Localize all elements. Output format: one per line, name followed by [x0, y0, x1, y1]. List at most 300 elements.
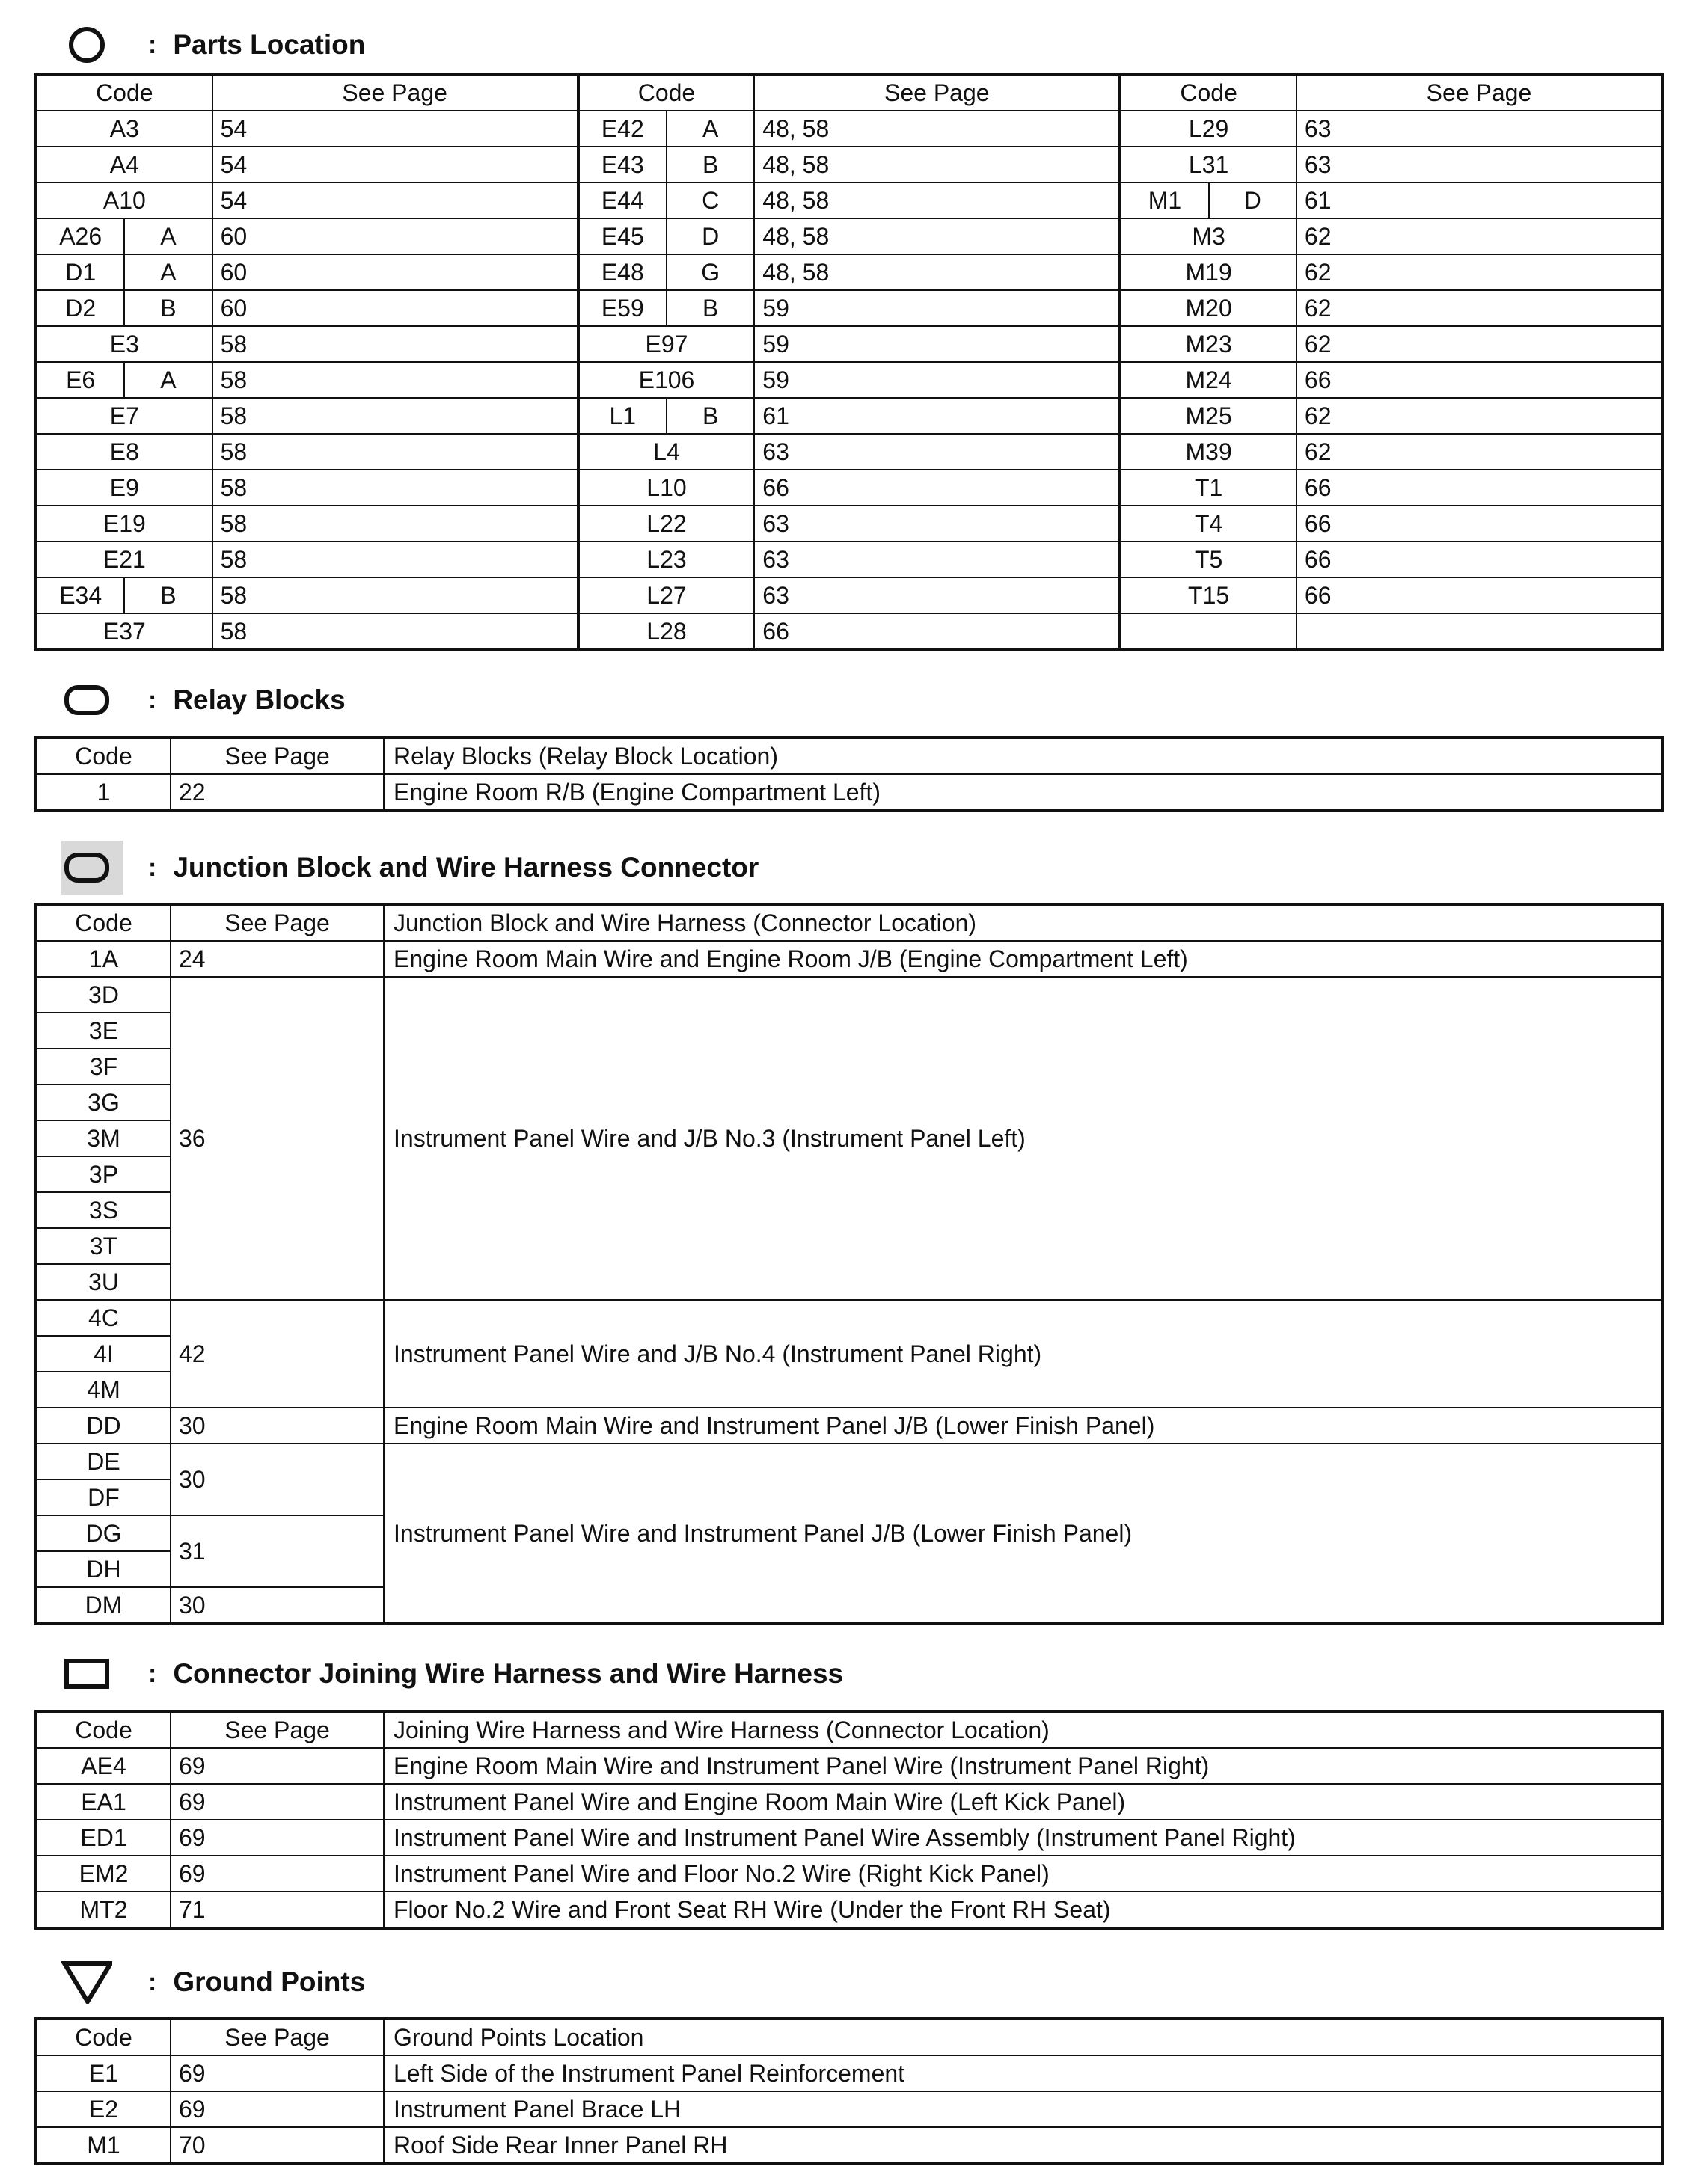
- colon: :: [148, 685, 157, 714]
- page-cell: 63: [1297, 111, 1662, 147]
- junction-block-table: [34, 903, 1664, 1625]
- page-cell: 36: [171, 977, 384, 1300]
- code-wrapper: [37, 542, 212, 577]
- code-cell: [36, 398, 212, 434]
- parts-location-body: [36, 111, 1662, 650]
- code-text: E8: [109, 438, 139, 465]
- table-row: [36, 1820, 1662, 1856]
- code-wrapper: [37, 255, 212, 289]
- code-wrapper: [580, 327, 754, 361]
- code-text: L27: [646, 582, 687, 609]
- description-cell: Engine Room Main Wire and Engine Room J/B (Engine Compartment Left): [384, 941, 1662, 977]
- code-sub-letter: A: [666, 111, 753, 146]
- code-cell: [1120, 577, 1297, 613]
- header-cell: See Page: [754, 74, 1120, 111]
- table-row: [36, 182, 1662, 218]
- code-cell: [36, 182, 212, 218]
- code-wrapper: [1121, 255, 1296, 289]
- code-wrapper: [37, 327, 212, 361]
- code-sub-letter: G: [666, 255, 753, 289]
- code-text: T15: [1188, 582, 1230, 609]
- code-cell: 3D: [36, 977, 171, 1013]
- code-cell: [36, 506, 212, 542]
- code-sub-letter: C: [666, 183, 753, 218]
- code-wrapper: [37, 470, 212, 505]
- page-cell: 61: [1297, 182, 1662, 218]
- code-text: M39: [1185, 438, 1232, 465]
- code-text: M3: [1192, 223, 1225, 250]
- code-text: E42: [601, 115, 644, 142]
- page-cell: 30: [171, 1587, 384, 1624]
- code-wrapper: [37, 363, 212, 397]
- page-cell: 69: [171, 2091, 384, 2127]
- code-wrapper: [580, 614, 754, 648]
- connector-joining-table: [34, 1710, 1664, 1930]
- page-cell: 54: [212, 182, 578, 218]
- code-cell: [1120, 398, 1297, 434]
- circle-icon: [61, 22, 112, 67]
- section-title: Parts Location: [173, 29, 366, 60]
- code-cell: 1A: [36, 941, 171, 977]
- page-cell: 62: [1297, 326, 1662, 362]
- rounded-rect-icon: [61, 678, 112, 723]
- relay-blocks-table: [34, 736, 1664, 812]
- page-cell: 69: [171, 1748, 384, 1784]
- page-cell: 59: [754, 326, 1120, 362]
- code-cell: [578, 506, 755, 542]
- page-cell: 58: [212, 398, 578, 434]
- header-cell: Ground Points Location: [384, 2019, 1662, 2055]
- page-cell: 60: [212, 254, 578, 290]
- page-cell: 48, 58: [754, 182, 1120, 218]
- code-wrapper: [580, 147, 754, 182]
- code-text: L28: [646, 618, 687, 645]
- code-sub-letter: A: [123, 363, 211, 397]
- code-cell: DF: [36, 1479, 171, 1515]
- header-row: [36, 904, 1662, 941]
- code-cell: [1120, 182, 1297, 218]
- header-cell: Code: [36, 74, 212, 111]
- code-wrapper: [1121, 111, 1296, 146]
- code-text: M24: [1185, 366, 1232, 393]
- page-cell: 62: [1297, 398, 1662, 434]
- code-cell: [578, 577, 755, 613]
- table-row: [36, 1784, 1662, 1820]
- code-sub-letter: D: [666, 219, 753, 254]
- page-cell: 69: [171, 1856, 384, 1892]
- code-text: E19: [102, 510, 146, 537]
- code-text: [1121, 614, 1296, 648]
- table-row: [36, 977, 1662, 1013]
- code-text: E106: [638, 366, 695, 393]
- code-wrapper: [37, 219, 212, 254]
- code-cell: 4I: [36, 1336, 171, 1372]
- colon: :: [148, 1967, 157, 1996]
- page-cell: 58: [212, 326, 578, 362]
- code-sub-letter: A: [123, 255, 211, 289]
- table-row: [36, 362, 1662, 398]
- code-wrapper: [1121, 542, 1296, 577]
- code-cell: ED1: [36, 1820, 171, 1856]
- code-text: M20: [1185, 295, 1232, 322]
- page-cell: 70: [171, 2127, 384, 2164]
- description-cell: Engine Room Main Wire and Instrument Panel J/B (Lower Finish Panel): [384, 1408, 1662, 1444]
- code-cell: [578, 218, 755, 254]
- table-row: [36, 326, 1662, 362]
- page-cell: 42: [171, 1300, 384, 1408]
- code-cell: [36, 147, 212, 182]
- code-cell: 3G: [36, 1085, 171, 1120]
- page-cell: 22: [171, 774, 384, 811]
- code-cell: DG: [36, 1515, 171, 1551]
- code-text: L10: [646, 474, 687, 501]
- code-cell: [1120, 290, 1297, 326]
- shaded-rounded-rect-icon: [61, 845, 112, 890]
- description-cell: Instrument Panel Wire and J/B No.4 (Instrument Panel Right): [384, 1300, 1662, 1408]
- code-cell: [1120, 434, 1297, 470]
- description-cell: Engine Room R/B (Engine Compartment Left): [384, 774, 1662, 811]
- code-text: M1: [1148, 187, 1182, 214]
- code-text: E97: [645, 331, 688, 358]
- code-text: M19: [1185, 259, 1232, 286]
- table-row: [36, 218, 1662, 254]
- header-cell: Code: [36, 737, 171, 774]
- code-wrapper: [1121, 435, 1296, 469]
- code-cell: 4C: [36, 1300, 171, 1336]
- code-cell: 3F: [36, 1049, 171, 1085]
- page-cell: 71: [171, 1892, 384, 1928]
- page-cell: 66: [754, 613, 1120, 650]
- page-cell: 59: [754, 362, 1120, 398]
- code-cell: [578, 434, 755, 470]
- table-row: [36, 1748, 1662, 1784]
- code-cell: [36, 434, 212, 470]
- code-wrapper: [580, 255, 754, 289]
- code-wrapper: [580, 435, 754, 469]
- code-text: M23: [1185, 331, 1232, 358]
- page-cell: 63: [754, 506, 1120, 542]
- code-cell: [578, 470, 755, 506]
- page-cell: 63: [754, 577, 1120, 613]
- code-cell: [578, 290, 755, 326]
- code-text: E59: [601, 295, 644, 322]
- header-cell: Code: [36, 2019, 171, 2055]
- code-cell: [1120, 326, 1297, 362]
- page-cell: 66: [1297, 362, 1662, 398]
- table-row: [36, 506, 1662, 542]
- table-row: [36, 1856, 1662, 1892]
- code-wrapper: [37, 147, 212, 182]
- table-row: [36, 398, 1662, 434]
- table-row: [36, 434, 1662, 470]
- code-cell: 3U: [36, 1264, 171, 1300]
- code-text: L22: [646, 510, 687, 537]
- code-text: A10: [102, 187, 146, 214]
- colon: :: [148, 30, 157, 59]
- page-cell: 48, 58: [754, 218, 1120, 254]
- code-cell: M1: [36, 2127, 171, 2164]
- header-cell: See Page: [171, 1711, 384, 1748]
- code-wrapper: [580, 399, 754, 433]
- header-cell: See Page: [212, 74, 578, 111]
- ground-points-heading: [61, 1960, 365, 2004]
- code-text: E48: [601, 259, 644, 286]
- code-cell: DE: [36, 1444, 171, 1479]
- code-cell: [36, 218, 212, 254]
- code-text: T4: [1194, 510, 1223, 537]
- page-cell: 60: [212, 218, 578, 254]
- code-wrapper: [1121, 291, 1296, 325]
- parts-location-heading: [61, 22, 365, 67]
- page-cell: 58: [212, 362, 578, 398]
- page-cell: 62: [1297, 254, 1662, 290]
- code-text: E7: [109, 402, 139, 429]
- relay-blocks-heading: [61, 678, 346, 723]
- section-title: Relay Blocks: [173, 684, 346, 715]
- description-cell: Instrument Panel Wire and J/B No.3 (Instrument Panel Left): [384, 977, 1662, 1300]
- page-cell: 58: [212, 542, 578, 577]
- code-sub-letter: B: [666, 147, 753, 182]
- page-cell: 58: [212, 506, 578, 542]
- code-cell: 3T: [36, 1228, 171, 1264]
- code-cell: E2: [36, 2091, 171, 2127]
- page-cell: 63: [1297, 147, 1662, 182]
- code-cell: DM: [36, 1587, 171, 1624]
- code-wrapper: [37, 291, 212, 325]
- table-row: [36, 254, 1662, 290]
- page-cell: 66: [1297, 577, 1662, 613]
- code-cell: 3P: [36, 1156, 171, 1192]
- header-row: [36, 1711, 1662, 1748]
- code-cell: DD: [36, 1408, 171, 1444]
- page-cell: 60: [212, 290, 578, 326]
- code-text: T5: [1194, 546, 1223, 573]
- page-cell: 54: [212, 147, 578, 182]
- connector-joining-heading: [61, 1651, 843, 1696]
- code-text: A4: [109, 151, 139, 178]
- code-text: E45: [601, 223, 644, 250]
- header-row: [36, 737, 1662, 774]
- code-text: D1: [65, 259, 97, 286]
- page-cell: 59: [754, 290, 1120, 326]
- code-wrapper: [37, 614, 212, 648]
- code-cell: [36, 254, 212, 290]
- page-cell: 48, 58: [754, 111, 1120, 147]
- code-wrapper: [37, 399, 212, 433]
- page-cell: 61: [754, 398, 1120, 434]
- code-cell: EM2: [36, 1856, 171, 1892]
- code-text: E21: [102, 546, 146, 573]
- code-wrapper: [580, 291, 754, 325]
- page-cell: 58: [212, 577, 578, 613]
- code-cell: [578, 326, 755, 362]
- code-text: L31: [1188, 151, 1229, 178]
- table-row: [36, 542, 1662, 577]
- table-row: [36, 1444, 1662, 1479]
- page-cell: 66: [1297, 470, 1662, 506]
- page-cell: 48, 58: [754, 254, 1120, 290]
- code-wrapper: [580, 183, 754, 218]
- section-title: Junction Block and Wire Harness Connector: [173, 852, 759, 883]
- code-cell: [36, 470, 212, 506]
- code-sub-letter: B: [123, 578, 211, 613]
- code-cell: [578, 613, 755, 650]
- code-text: E43: [601, 151, 644, 178]
- code-wrapper: [580, 578, 754, 613]
- page-cell: 69: [171, 2055, 384, 2091]
- table-row: [36, 2055, 1662, 2091]
- section-title: Ground Points: [173, 1966, 366, 1997]
- code-wrapper: [37, 183, 212, 218]
- page-cell: 66: [754, 470, 1120, 506]
- table-row: [36, 1892, 1662, 1928]
- page-cell: 31: [171, 1515, 384, 1587]
- code-text: L4: [653, 438, 680, 465]
- page-cell: 58: [212, 613, 578, 650]
- code-text: E44: [601, 187, 644, 214]
- code-text: A3: [109, 115, 139, 142]
- table-row: [36, 147, 1662, 182]
- code-text: L1: [609, 402, 637, 429]
- description-cell: Instrument Panel Wire and Instrument Panel J/B (Lower Finish Panel): [384, 1444, 1662, 1624]
- page-cell: 63: [754, 542, 1120, 577]
- description-cell: Left Side of the Instrument Panel Reinforcement: [384, 2055, 1662, 2091]
- code-text: E34: [59, 582, 102, 609]
- section-title: Connector Joining Wire Harness and Wire Harness: [173, 1658, 844, 1689]
- code-cell: E1: [36, 2055, 171, 2091]
- code-text: E6: [66, 366, 96, 393]
- code-cell: [1120, 111, 1297, 147]
- page-cell: 63: [754, 434, 1120, 470]
- code-text: E37: [102, 618, 146, 645]
- code-text: A26: [59, 223, 102, 250]
- page-cell: 62: [1297, 434, 1662, 470]
- code-cell: [578, 111, 755, 147]
- code-wrapper: [37, 435, 212, 469]
- code-cell: 3E: [36, 1013, 171, 1049]
- page-cell: 58: [212, 434, 578, 470]
- code-wrapper: [1121, 327, 1296, 361]
- table-row: [36, 470, 1662, 506]
- code-cell: [1120, 613, 1297, 650]
- code-cell: [1120, 542, 1297, 577]
- header-cell: See Page: [1297, 74, 1662, 111]
- code-cell: [1120, 470, 1297, 506]
- code-cell: DH: [36, 1551, 171, 1587]
- code-cell: [36, 290, 212, 326]
- description-cell: Instrument Panel Wire and Floor No.2 Wire (Right Kick Panel): [384, 1856, 1662, 1892]
- code-cell: [578, 147, 755, 182]
- header-cell: See Page: [171, 737, 384, 774]
- table-row: [36, 111, 1662, 147]
- code-cell: 4M: [36, 1372, 171, 1408]
- code-sub-letter: D: [1208, 183, 1296, 218]
- code-cell: [578, 542, 755, 577]
- description-cell: Floor No.2 Wire and Front Seat RH Wire (Under the Front RH Seat): [384, 1892, 1662, 1928]
- description-cell: Instrument Panel Wire and Engine Room Main Wire (Left Kick Panel): [384, 1784, 1662, 1820]
- page-cell: 62: [1297, 218, 1662, 254]
- code-text: E9: [109, 474, 139, 501]
- table-row: [36, 1408, 1662, 1444]
- code-cell: [1120, 218, 1297, 254]
- code-cell: [36, 542, 212, 577]
- table-row: [36, 577, 1662, 613]
- code-text: M25: [1185, 402, 1232, 429]
- code-cell: [36, 577, 212, 613]
- table-row: [36, 941, 1662, 977]
- header-cell: Code: [36, 904, 171, 941]
- description-cell: Roof Side Rear Inner Panel RH: [384, 2127, 1662, 2164]
- code-cell: 3M: [36, 1120, 171, 1156]
- code-wrapper: [37, 578, 212, 613]
- code-cell: [1120, 506, 1297, 542]
- code-wrapper: [1121, 614, 1296, 648]
- page-cell: 66: [1297, 542, 1662, 577]
- ground-points-table: [34, 2017, 1664, 2165]
- code-wrapper: [580, 506, 754, 541]
- code-cell: [578, 362, 755, 398]
- page-cell: 54: [212, 111, 578, 147]
- header-cell: Code: [36, 1711, 171, 1748]
- code-wrapper: [37, 111, 212, 146]
- code-text: D2: [65, 295, 97, 322]
- header-cell: Code: [578, 74, 755, 111]
- table-row: [36, 2127, 1662, 2164]
- page-cell: 62: [1297, 290, 1662, 326]
- code-cell: 3S: [36, 1192, 171, 1228]
- page-cell: 24: [171, 941, 384, 977]
- description-cell: Instrument Panel Brace LH: [384, 2091, 1662, 2127]
- code-wrapper: [1121, 219, 1296, 254]
- table-row: [36, 1300, 1662, 1336]
- code-wrapper: [580, 470, 754, 505]
- header-cell: See Page: [171, 904, 384, 941]
- code-cell: [36, 362, 212, 398]
- colon: :: [148, 853, 157, 882]
- junction-block-heading: [61, 845, 759, 890]
- code-cell: [36, 111, 212, 147]
- code-cell: [36, 613, 212, 650]
- code-cell: EA1: [36, 1784, 171, 1820]
- table-row: [36, 290, 1662, 326]
- page-cell: 30: [171, 1444, 384, 1515]
- code-cell: [578, 254, 755, 290]
- header-cell: Joining Wire Harness and Wire Harness (Connector Location): [384, 1711, 1662, 1748]
- code-cell: [578, 182, 755, 218]
- code-text: E3: [109, 331, 139, 358]
- header-row: [36, 74, 1662, 111]
- code-wrapper: [580, 111, 754, 146]
- page-cell: 66: [1297, 506, 1662, 542]
- code-wrapper: [1121, 147, 1296, 182]
- code-wrapper: [580, 363, 754, 397]
- parts-location-table: [34, 73, 1664, 651]
- code-text: T1: [1194, 474, 1223, 501]
- code-wrapper: [1121, 506, 1296, 541]
- code-sub-letter: B: [666, 399, 753, 433]
- code-wrapper: [1121, 470, 1296, 505]
- table-row: [36, 613, 1662, 650]
- down-triangle-icon: [61, 1960, 112, 2004]
- code-wrapper: [580, 219, 754, 254]
- code-cell: [578, 398, 755, 434]
- page-cell: 69: [171, 1820, 384, 1856]
- colon: :: [148, 1659, 157, 1688]
- page-cell: 69: [171, 1784, 384, 1820]
- code-cell: [1120, 147, 1297, 182]
- description-cell: Instrument Panel Wire and Instrument Panel Wire Assembly (Instrument Panel Right): [384, 1820, 1662, 1856]
- square-icon: [61, 1651, 112, 1696]
